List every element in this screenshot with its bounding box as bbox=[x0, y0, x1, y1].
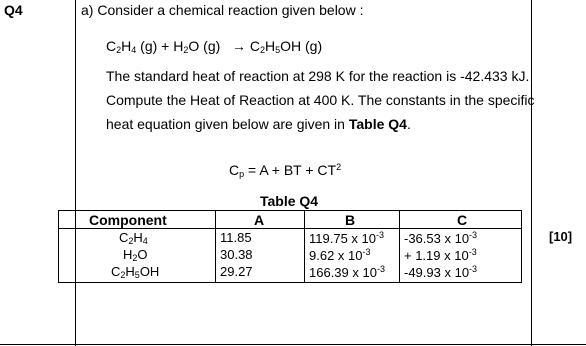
constants-table bbox=[58, 210, 522, 283]
header-a: A bbox=[254, 212, 265, 228]
table-cell-a: 11.85 bbox=[220, 230, 252, 245]
table-cell-b: 119.75 x $10^{-3}$ bbox=[309, 230, 384, 246]
table-cell-b: 9.62 x $10^{-3}$ bbox=[309, 247, 371, 263]
header-c: C bbox=[457, 212, 468, 228]
question-number: Q4 bbox=[4, 2, 23, 18]
left-margin-line bbox=[75, 0, 76, 346]
table-row-component: $C_2H_4$ bbox=[119, 230, 148, 246]
header-component: Component bbox=[89, 212, 167, 228]
header-b: B bbox=[345, 212, 356, 228]
table-cell-c: -36.53 x $10^{-3}$ bbox=[404, 230, 478, 246]
marks-label: [10] bbox=[549, 229, 573, 244]
table-cell-a: 30.38 bbox=[220, 247, 253, 262]
table-row-component: $H_2O$ bbox=[123, 247, 148, 263]
table-cell-a: 29.27 bbox=[220, 264, 253, 279]
reaction-equation: $C_2H_4$ $(g) + H_2O$ (g) → $C_2H_5OH$ (g) bbox=[106, 38, 323, 55]
right-margin-line bbox=[531, 0, 532, 346]
specific-heat-equation: $C_p = A$ + BT + $CT^2$ bbox=[229, 162, 342, 179]
arrow-icon: → bbox=[231, 38, 250, 54]
table-reference: Table Q4 bbox=[348, 116, 407, 132]
table-cell-c: -49.93 x $10^{-3}$ bbox=[404, 264, 478, 280]
bottom-border-line bbox=[0, 344, 586, 345]
table-title: Table Q4 bbox=[260, 193, 319, 209]
problem-statement: The standard heat of reaction at 298 K for the reaction is -42.433 kJ. Compute the Heat of Reaction at 400 K. The constants in the specific heat equation given below are given in Table Q4. bbox=[106, 68, 535, 132]
question-intro: a) Consider a chemical reaction given below : bbox=[81, 2, 364, 18]
table-row-component: $C_2H_5OH$ bbox=[111, 264, 160, 280]
table-cell-b: 166.39 x $10^{-3}$ bbox=[309, 264, 385, 280]
table-cell-c: + 1.19 x $10^{-3}$ bbox=[404, 247, 477, 263]
